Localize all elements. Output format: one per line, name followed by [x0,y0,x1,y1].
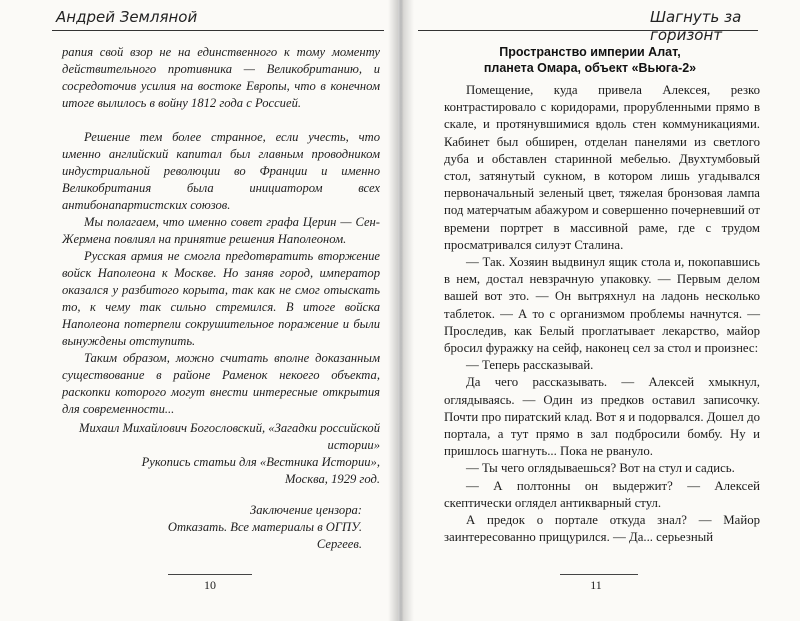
right-paragraph-4: Да чего рассказывать. — Алексей хмыкнул, оглядываясь. — Один из предков оставил записочку. Почти про пиратский клад. Вот я и подорвался. Дошел до портала, а тут прямо в зал подбросили бомбу. Ну и пришлось шагнуть... Пока не рвануло. [444,375,760,459]
right-body-text [444,82,760,546]
censor-verdict: Отказать. Все материалы в ОГПУ. [167,520,362,534]
left-folio-rule [168,574,252,575]
left-paragraph-3: Мы полагаем, что именно совет графа Церин — Сен-Жермена повлиял на принятие решения Наполеоном. [62,215,380,246]
censor-note [62,502,362,553]
chapter-title-line-1: Пространство империи Алат, [499,45,681,59]
attribution-place-date: Москва, 1929 год. [285,472,380,486]
censor-heading: Заключение цензора: [249,503,362,517]
right-paragraph-6: — А полтонны он выдержит? — Алексей скептически оглядел антикварный стул. [444,478,760,510]
right-paragraph-5: — Ты чего оглядываешься? Вот на стул и садись. [466,461,735,476]
chapter-title [440,44,740,76]
left-head-rule [52,30,384,31]
right-running-head: Шагнуть за горизонт [650,8,742,44]
attribution-author: Михаил Михайлович Богословский, «Загадки российской истории» [79,421,380,452]
attribution-manuscript: Рукопись статьи для «Вестника Истории», [141,455,380,469]
left-paragraph-1: рапия свой взор не на единственного к тому моменту действительного противника — Великобританию, и сосредоточив усилия на востоке Европы, что в конечном итоге вылилось в войну 1812 года с Россией. [62,45,380,110]
right-folio-rule [560,574,638,575]
left-paragraph-2: Решение тем более странное, если учесть, что именно английский капитал был главным проводником индустриальной революции во Франции и именно Великобритания была инициатором всех антибонапартистских союзов. [62,130,380,212]
left-paragraph-4: Русская армия не смогла предотвратить вторжение войск Наполеона к Москве. Но заняв город, император оказался у разбитого корыта, так как не смог отыскать то, к чему так сильно стремился. В итоге войска Наполеона потерпели сокрушительное поражение и были вынуждены отступить. [62,249,380,348]
right-head-rule [418,30,758,31]
chapter-title-line-2: планета Омара, объект «Вьюга-2» [483,61,697,75]
left-paragraph-5: Таким образом, можно считать вполне доказанным существование в районе Раменок некоего объекта, раскопки которого могут внести интересные открытия для современности... [62,351,380,416]
source-attribution [62,420,380,488]
left-running-head: Андрей Земляной [56,8,198,26]
left-page-number: 10 [204,578,216,592]
right-paragraph-3: — Теперь рассказывай. [466,358,594,373]
right-paragraph-1: Помещение, куда привела Алексея, резко контрастировало с коридорами, прорубленными прямо в скале, и протянувшимися вдоль стен коммуникациями. Кабинет был обширен, отделан панелями из светлого дуба и обставлен старинной мебелью. Двухтумбовый стол, затянутый сукном, в котором лишь угадывался первоначальный зеленый цвет, тяжелая бронзовая лампа под матерчатым абажуром и совершенно почерневший от времени портрет в массивной раме, где с трудом просматривался силуэт Сталина. [444,83,760,252]
right-paragraph-2: — Так. Хозяин выдвинул ящик стола и, покопавшись в нем, достал невзрачную упаковку. — Первым делом вашей вот это. — Он вытряхнул на ладонь несколько таблеток. — А то с организмом проблемы начнутся. — Проследив, как Белый проглатывает лекарство, майор бросил фуражку на сейф, наконец сел за стол и произнес: [444,255,760,356]
right-paragraph-7: А предок о портале откуда знал? — Майор заинтересованно прищурился. — Да... серьезный [444,513,760,545]
book-gutter [388,0,414,621]
left-body-text [62,44,380,418]
censor-signature: Сергеев. [316,537,362,551]
right-page-number: 11 [590,578,602,592]
